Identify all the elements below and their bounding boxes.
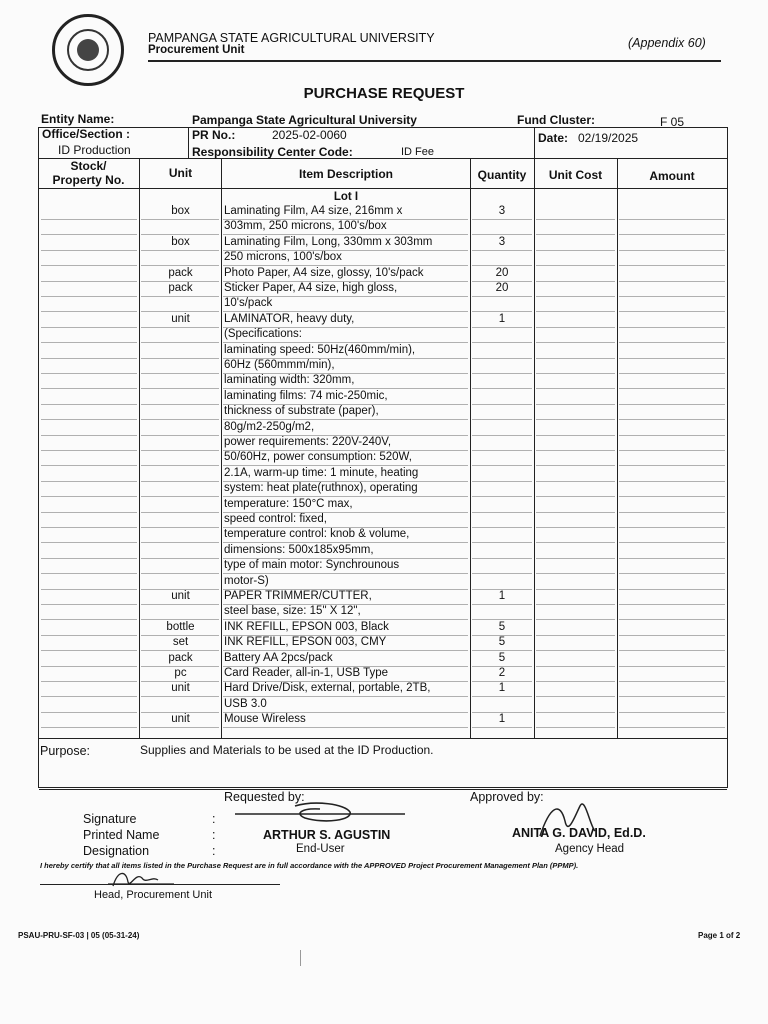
row-rule	[141, 542, 219, 543]
row-rule	[619, 265, 725, 266]
row-rule	[536, 311, 615, 312]
item-description: 2.1A, warm-up time: 1 minute, heating	[224, 466, 419, 479]
requester-signature	[225, 800, 415, 826]
row-rule	[536, 650, 615, 651]
row-rule	[141, 465, 219, 466]
row-rule	[141, 435, 219, 436]
item-unit: pack	[168, 282, 193, 294]
row-rule	[619, 281, 725, 282]
item-quantity: 3	[498, 205, 506, 217]
row-rule	[619, 527, 725, 528]
signature-label: Signature	[83, 812, 137, 826]
row-rule	[141, 296, 219, 297]
row-rule	[141, 512, 219, 513]
item-description: temperature: 150°C max,	[224, 497, 353, 510]
printed-name-colon: :	[212, 828, 216, 842]
item-unit: unit	[171, 682, 190, 695]
item-quantity: 20	[495, 266, 509, 279]
fund-cluster-label: Fund Cluster:	[517, 113, 595, 127]
approver-designation: Agency Head	[555, 843, 625, 855]
row-rule	[536, 496, 615, 497]
row-rule	[536, 666, 615, 667]
item-unit: box	[171, 205, 190, 217]
row-rule	[619, 496, 725, 497]
item-description: Sticker Paper, A4 size, high gloss,	[224, 282, 398, 294]
row-rule	[41, 373, 137, 374]
item-description: INK REFILL, EPSON 003, Black	[224, 620, 389, 633]
entity-name-value: Pampanga State Agricultural University	[192, 113, 417, 127]
row-rule	[536, 234, 615, 235]
office-section-label: Office/Section :	[42, 127, 131, 141]
signature-colon: :	[212, 812, 216, 826]
requested-by-label: Requested by:	[224, 790, 305, 804]
row-rule	[536, 619, 615, 620]
row-rule	[472, 327, 532, 328]
row-rule	[41, 666, 137, 667]
item-description: power requirements: 220V-240V,	[224, 436, 392, 448]
row-rule	[41, 650, 137, 651]
row-rule	[141, 358, 219, 359]
row-rule	[536, 558, 615, 559]
item-quantity: 1	[498, 590, 506, 602]
row-rule	[41, 604, 137, 605]
row-rule	[619, 619, 725, 620]
item-unit: bottle	[166, 620, 195, 633]
row-rule	[141, 327, 219, 328]
row-rule	[41, 327, 137, 328]
stock-header-line1: Stock/	[70, 159, 107, 173]
row-rule	[536, 712, 615, 713]
row-rule	[472, 696, 532, 697]
printed-name-label: Printed Name	[83, 828, 160, 842]
approved-by-label: Approved by:	[470, 790, 544, 804]
row-rule	[536, 527, 615, 528]
item-unit: pack	[168, 651, 193, 664]
row-rule	[472, 527, 532, 528]
item-description: 303mm, 250 microns, 100's/box	[224, 220, 387, 233]
row-rule	[619, 573, 725, 574]
item-unit: box	[171, 235, 190, 248]
row-rule	[41, 527, 137, 528]
row-rule	[41, 681, 137, 682]
designation-colon: :	[212, 844, 216, 858]
ppmp-certification: I hereby certify that all items listed in the Purchase Request are in full accordance with the APPROVED Project Procurement Management Plan (PPMP).	[40, 861, 579, 870]
responsibility-center-label: Responsibility Center Code:	[192, 145, 353, 159]
row-rule	[536, 373, 615, 374]
row-rule	[619, 681, 725, 682]
item-description: Hard Drive/Disk, external, portable, 2TB,	[224, 682, 431, 695]
row-rule	[41, 481, 137, 482]
item-unit: unit	[171, 713, 190, 726]
row-rule	[536, 250, 615, 251]
row-rule	[41, 296, 137, 297]
item-description: 50/60Hz, power consumption: 520W,	[224, 451, 412, 464]
row-rule	[619, 358, 725, 359]
row-rule	[223, 727, 468, 728]
row-rule	[41, 558, 137, 559]
item-quantity: 3	[498, 235, 506, 248]
row-rule	[536, 573, 615, 574]
row-rule	[472, 419, 532, 420]
row-rule	[472, 388, 532, 389]
row-rule	[536, 604, 615, 605]
row-rule	[472, 465, 532, 466]
entity-name-label: Entity Name:	[41, 112, 115, 126]
item-description: PAPER TRIMMER/CUTTER,	[224, 590, 372, 602]
item-description-header: Item Description	[298, 167, 394, 181]
lot-label: Lot I	[333, 191, 359, 203]
row-rule	[619, 404, 725, 405]
row-rule	[619, 250, 725, 251]
row-rule	[141, 727, 219, 728]
item-description: INK REFILL, EPSON 003, CMY	[224, 636, 387, 649]
pr-number-value: 2025-02-0060	[272, 128, 347, 142]
purpose-text: Supplies and Materials to be used at the ID Production.	[140, 743, 434, 757]
row-rule	[41, 265, 137, 266]
row-rule	[619, 635, 725, 636]
item-description: 250 microns, 100's/box	[224, 251, 342, 264]
row-rule	[619, 696, 725, 697]
pr-number-label: PR No.:	[192, 128, 236, 142]
item-description: Laminating Film, Long, 330mm x 303mm	[224, 235, 433, 248]
row-rule	[619, 604, 725, 605]
item-description: dimensions: 500x185x95mm,	[224, 543, 374, 556]
item-description: speed control: fixed,	[224, 513, 327, 525]
item-quantity: 5	[498, 651, 506, 664]
item-description: type of main motor: Synchrounous	[224, 559, 400, 572]
row-rule	[472, 450, 532, 451]
row-rule	[619, 558, 725, 559]
row-rule	[141, 342, 219, 343]
row-rule	[619, 465, 725, 466]
row-rule	[141, 496, 219, 497]
row-rule	[41, 435, 137, 436]
row-rule	[536, 635, 615, 636]
row-rule	[536, 388, 615, 389]
appendix-label: (Appendix 60)	[628, 36, 706, 50]
row-rule	[472, 512, 532, 513]
row-rule	[536, 358, 615, 359]
row-rule	[536, 542, 615, 543]
row-rule	[41, 250, 137, 251]
row-rule	[472, 435, 532, 436]
unit-cost-header: Unit Cost	[548, 168, 603, 182]
row-rule	[41, 619, 137, 620]
item-description: temperature control: knob & volume,	[224, 528, 410, 541]
item-description: Battery AA 2pcs/pack	[224, 651, 333, 664]
head-procurement-label: Head, Procurement Unit	[94, 889, 212, 901]
row-rule	[619, 650, 725, 651]
item-description: Mouse Wireless	[224, 713, 306, 726]
item-description: Photo Paper, A4 size, glossy, 10's/pack	[224, 266, 424, 279]
item-description: steel base, size: 15" X 12",	[224, 605, 361, 618]
row-rule	[619, 296, 725, 297]
row-rule	[41, 542, 137, 543]
row-rule	[619, 542, 725, 543]
row-rule	[472, 219, 532, 220]
row-rule	[619, 589, 725, 590]
item-description: thickness of substrate (paper),	[224, 405, 379, 418]
form-code: PSAU-PRU-SF-03 | 05 (05-31-24)	[18, 931, 140, 940]
row-rule	[536, 265, 615, 266]
row-rule	[536, 512, 615, 513]
requester-designation: End-User	[296, 843, 345, 855]
item-description: 80g/m2-250g/m2,	[224, 420, 315, 433]
row-rule	[41, 512, 137, 513]
office-section-value: ID Production	[58, 143, 131, 157]
item-quantity: 2	[498, 667, 506, 679]
row-rule	[536, 404, 615, 405]
row-rule	[41, 311, 137, 312]
row-rule	[472, 558, 532, 559]
row-rule	[536, 327, 615, 328]
item-description: laminating speed: 50Hz(460mm/min),	[224, 343, 416, 356]
row-rule	[41, 388, 137, 389]
row-rule	[41, 589, 137, 590]
row-rule	[41, 696, 137, 697]
unit-header: Unit	[168, 166, 193, 180]
row-rule	[619, 327, 725, 328]
responsibility-center-value: ID Fee	[401, 146, 435, 158]
row-rule	[619, 481, 725, 482]
approver-name: ANITA G. DAVID, Ed.D.	[512, 826, 646, 840]
item-quantity: 1	[498, 713, 506, 726]
item-unit: pack	[168, 266, 193, 279]
row-rule	[536, 296, 615, 297]
row-rule	[141, 573, 219, 574]
row-rule	[536, 435, 615, 436]
head-signature-line	[40, 884, 280, 885]
item-quantity: 5	[498, 636, 506, 649]
requester-name: ARTHUR S. AGUSTIN	[263, 828, 391, 842]
row-rule	[472, 373, 532, 374]
header-rule	[148, 60, 721, 62]
stock-property-header	[38, 159, 139, 187]
row-rule	[472, 496, 532, 497]
row-rule	[41, 234, 137, 235]
row-rule	[536, 281, 615, 282]
item-description: system: heat plate(ruthnox), operating	[224, 482, 418, 495]
row-rule	[536, 481, 615, 482]
row-rule	[619, 342, 725, 343]
university-seal-logo	[52, 14, 124, 86]
item-description: laminating width: 320mm,	[224, 374, 355, 387]
row-rule	[41, 496, 137, 497]
row-rule	[141, 404, 219, 405]
row-rule	[472, 727, 532, 728]
row-rule	[141, 604, 219, 605]
row-rule	[41, 358, 137, 359]
row-rule	[141, 558, 219, 559]
row-rule	[619, 450, 725, 451]
row-rule	[41, 712, 137, 713]
item-quantity: 1	[498, 312, 506, 325]
item-quantity: 1	[498, 682, 506, 695]
row-rule	[619, 311, 725, 312]
head-signature	[108, 866, 178, 890]
amount-header: Amount	[649, 169, 695, 183]
university-name: PAMPANGA STATE AGRICULTURAL UNIVERSITY	[148, 31, 435, 45]
item-description: LAMINATOR, heavy duty,	[224, 312, 355, 325]
row-rule	[41, 219, 137, 220]
row-rule	[536, 589, 615, 590]
row-rule	[141, 373, 219, 374]
designation-label: Designation	[83, 844, 150, 858]
item-quantity: 5	[498, 620, 506, 633]
row-rule	[141, 481, 219, 482]
item-description: laminating films: 74 mic-250mic,	[224, 389, 388, 402]
row-rule	[472, 481, 532, 482]
row-rule	[619, 712, 725, 713]
row-rule	[536, 419, 615, 420]
item-description: motor-S)	[224, 574, 269, 587]
item-unit: set	[172, 636, 189, 649]
item-description: Laminating Film, A4 size, 216mm x	[224, 205, 403, 217]
item-unit: pc	[174, 667, 187, 679]
item-description: 60Hz (560mmm/min),	[224, 359, 335, 371]
row-rule	[536, 681, 615, 682]
row-rule	[141, 250, 219, 251]
row-rule	[41, 635, 137, 636]
row-rule	[141, 696, 219, 697]
scan-artifact	[300, 950, 301, 966]
row-rule	[472, 542, 532, 543]
fund-cluster-value: F 05	[660, 115, 685, 129]
row-rule	[472, 342, 532, 343]
row-rule	[536, 342, 615, 343]
row-rule	[141, 527, 219, 528]
row-rule	[619, 666, 725, 667]
row-rule	[141, 219, 219, 220]
page-title: PURCHASE REQUEST	[303, 85, 465, 102]
procurement-unit-label: Procurement Unit	[148, 44, 245, 56]
stock-header-line2: Property No.	[52, 173, 125, 187]
row-rule	[472, 573, 532, 574]
item-description: 10's/pack	[224, 297, 273, 310]
row-rule	[472, 358, 532, 359]
row-rule	[536, 450, 615, 451]
row-rule	[472, 296, 532, 297]
row-rule	[472, 404, 532, 405]
page-number: Page 1 of 2	[698, 931, 741, 940]
row-rule	[41, 342, 137, 343]
row-rule	[619, 419, 725, 420]
item-description: USB 3.0	[224, 697, 267, 710]
row-rule	[41, 727, 137, 728]
row-rule	[619, 373, 725, 374]
row-rule	[619, 727, 725, 728]
row-rule	[619, 435, 725, 436]
row-rule	[619, 234, 725, 235]
row-rule	[141, 450, 219, 451]
row-rule	[41, 419, 137, 420]
quantity-header: Quantity	[477, 168, 527, 182]
item-unit: unit	[171, 312, 190, 325]
row-rule	[619, 219, 725, 220]
row-rule	[41, 573, 137, 574]
row-rule	[472, 604, 532, 605]
row-rule	[536, 727, 615, 728]
row-rule	[536, 465, 615, 466]
row-rule	[141, 419, 219, 420]
date-label: Date:	[538, 131, 569, 145]
row-rule	[536, 696, 615, 697]
item-unit: unit	[171, 590, 190, 602]
item-description: (Specifications:	[224, 328, 302, 341]
row-rule	[41, 281, 137, 282]
date-value: 02/19/2025	[578, 131, 639, 145]
purpose-label: Purpose:	[40, 744, 91, 758]
row-rule	[141, 388, 219, 389]
row-rule	[41, 404, 137, 405]
row-rule	[536, 219, 615, 220]
row-rule	[41, 465, 137, 466]
item-description: Card Reader, all-in-1, USB Type	[224, 667, 389, 679]
item-quantity: 20	[495, 282, 509, 294]
row-rule	[41, 450, 137, 451]
row-rule	[472, 250, 532, 251]
row-rule	[619, 388, 725, 389]
row-rule	[619, 512, 725, 513]
